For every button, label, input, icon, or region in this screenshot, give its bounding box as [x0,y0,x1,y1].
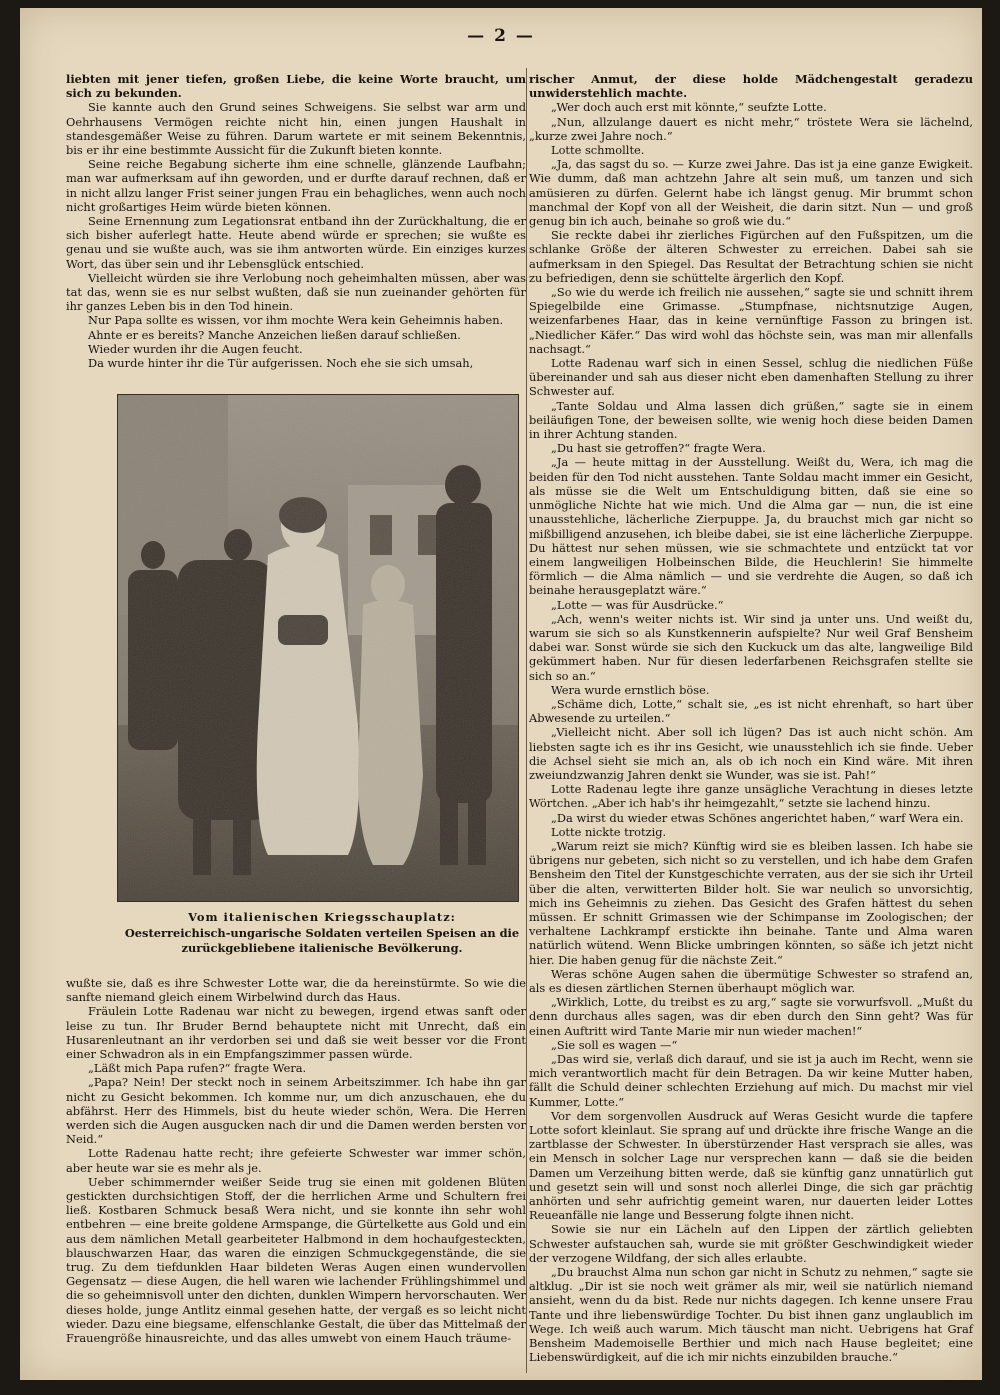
paragraph: Wieder wurden ihr die Augen feucht. [88,341,303,356]
left-column-bottom [66,976,526,1345]
paragraph: Sowie sie nur ein Lächeln auf den Lippen der zärtlich geliebten Schwester aufstauchen sah, wurde sie mit größter Geschwindigkeit wieder der verzogene Wildfang, der sich alles erlaubte. [529,1222,973,1265]
paragraph: „Du hast sie getroffen?“ fragte Wera. [551,441,766,456]
paragraph: Lotte Radenau warf sich in einen Sessel, schlug die niedlichen Füße übereinander und sah aus dieser nicht eben damenhaften Stellung zu ihrer Schwester auf. [529,356,973,399]
newspaper-page [20,8,982,1380]
war-photograph [117,394,519,902]
paragraph: Nur Papa sollte es wissen, vor ihm mochte Wera kein Geheimnis haben. [88,313,504,328]
paragraph: Vielleicht würden sie ihre Verlobung noch geheimhalten müssen, aber was tat das, wenn sie es nur selbst wußten, daß sie nun zueinander gehörten für ihr ganzes Leben bis in den Tod hinein. [66,270,526,314]
paragraph: „Lotte — was für Ausdrücke.“ [551,597,724,612]
paragraph: Lotte schmollte. [551,143,645,158]
paragraph: Wera wurde ernstlich böse. [551,682,710,697]
paragraph: „Nun, allzulange dauert es nicht mehr,“ tröstete Wera sie lächelnd, „kurze zwei Jahre noch.“ [529,114,973,143]
paragraph: Weras schöne Augen sahen die übermütige Schwester so strafend an, als es diesen zärtlichen Sternen überhaupt möglich war. [529,966,973,995]
column-divider [526,68,527,1373]
paragraph: Ueber schimmernder weißer Seide trug sie einen mit goldenen Blüten gestickten durchsichtigen Stoff, der die herrlichen Arme und Schultern frei ließ. Kostbaren Schmuck besaß Wera nicht, und sie konnte ihn sehr wohl entbehren — eine breite goldene Armspange, die Gürtelkette aus Gold und ein aus dem nämlichen Metall gearbeiteter Halbmond in dem hochaufgesteckten, blauschwarzen Haar, das waren die einzigen Schmuckgegenstände, die sie trug. Zu dem tiefdunklen Haar bildeten Weras Augen einen wundervollen Gegensatz — diese Augen, die hell waren wie lachender Frühlingshimmel und die so geheimnisvoll unter den dichten, dunklen Wimpern hervorschauten. Wer dieses holde, junge Antlitz einmal gesehen hatte, der vergaß es so leicht nicht wieder. Dazu eine biegsame, elfenschlanke Gestalt, die über das Mittelmaß der Frauengröße hinausreichte, und das alles umwebt von einem Hauch träume- [66,1174,526,1346]
paragraph: Sie kannte auch den Grund seines Schweigens. Sie selbst war arm und Oehrhausens Vermögen reichte nicht hin, einen jungen Haushalt in standesgemäßer Weise zu führen. Darum wartete er mit seinem Bekenntnis, bis er ihr eine bestimmte Aussicht für die Zukunft bieten konnte. [66,100,526,158]
paragraph: „Tante Soldau und Alma lassen dich grüßen,“ sagte sie in einem beiläufigen Tone, der beweisen sollte, wie wenig hoch diese beiden Damen in ihrer Achtung standen. [529,398,973,442]
paragraph: liebten mit jener tiefen, großen Liebe, die keine Worte braucht, um sich zu bekunden. [66,72,526,101]
paragraph: wußte sie, daß es ihre Schwester Lotte war, die da hereinstürmte. So wie die sanfte niemand gleich einem Wirbelwind durch das Haus. [66,976,526,1005]
paragraph: „Du brauchst Alma nun schon gar nicht in Schutz zu nehmen,“ sagte sie altklug. „Dir ist sie noch weit grämer als mir, weil sie natürlich niemand ansieht, wenn du da bist. Rede nur nichts dagegen. Ich kenne unsere Frau Tante und ihre liebenswürdige Tochter. Du bist ihnen ganz unglaublich im Wege. Ich weiß auch warum. Mich täuscht man nicht. Uebrigens hat Graf Bensheim Mademoiselle Berthier und mich nach Hause begleitet; eine Liebenswürdigkeit, auf die ich mir nichts einzubilden brauche.“ [529,1265,973,1365]
paragraph: Lotte Radenau hatte recht; ihre gefeierte Schwester war immer schön, aber heute war sie es mehr als je. [66,1146,526,1175]
paragraph: rischer Anmut, der diese holde Mädchengestalt geradezu unwiderstehlich machte. [529,72,973,101]
paragraph: Sie reckte dabei ihr zierliches Figürchen auf den Fußspitzen, um die schlanke Größe der älteren Schwester zu erreichen. Dabei sah sie aufmerksam in den Spiegel. Das Resultat der Betrachtung schien sie nicht zu befriedigen, denn sie schüttelte ärgerlich den Kopf. [529,228,973,285]
paragraph: Da wurde hinter ihr die Tür aufgerissen. Noch ehe sie sich umsah, [88,356,474,371]
paragraph: Vor dem sorgenvollen Ausdruck auf Weras Gesicht wurde die tapfere Lotte sofort kleinlaut. Sie sprang auf und drückte ihre frische Wange an die zartblasse der Schwester. In überstürzender Hast versprach sie alles, was ein Mensch in solcher Lage nur versprechen kann — daß sie die beiden Damen um Verzeihung bitten werde, daß sie künftig ganz unnatürlich gut und gesetzt sein will und sonst noch allerlei Dinge, die sich gar prächtig anhörten und sehr aufrichtig gemeint waren, nur dauerten leider Lottes Reueanfälle nie lange und Besserung folgte ihnen nicht. [529,1108,973,1223]
paragraph: „Wer doch auch erst mit könnte,“ seufzte Lotte. [551,100,827,115]
paragraph: „Schäme dich, Lotte,“ schalt sie, „es ist nicht ehrenhaft, so hart über Abwesende zu urteilen.“ [529,696,973,726]
paragraph: Fräulein Lotte Radenau war nicht zu bewegen, irgend etwas sanft oder leise zu tun. Ihr Bruder Bernd behauptete nicht mit Unrecht, daß ein Husarenleutnant an ihr verdorben sei und daß sie weit besser vor die Front einer Schwadron als in ein Empfangszimmer passen würde. [66,1004,526,1062]
paragraph: „Läßt mich Papa rufen?“ fragte Wera. [88,1061,307,1076]
paragraph: „Ja — heute mittag in der Ausstellung. Weißt du, Wera, ich mag die beiden für den Tod nicht ausstehen. Tante Soldau macht immer ein Gesicht, als müsse sie die Welt um Entschuldigung bitten, daß sie eine so unmögliche Nichte hat wie mich. Und die Alma gar — nun, die ist eine unausstehliche, lächerliche Zierpuppe. Ja, du brauchst mich gar nicht so mißbilligend anzusehen, ich bleibe dabei, sie ist eine lächerliche Zierpuppe. Du hättest nur sehen müssen, wie sie schmachtete und entzückt tat vor einem langweiligen Holbeinschen Bilde, die Heuchlerin! Sie himmelte förmlich — die Alma nämlich — und sie verdrehte die Augen, so daß ich beinahe herausgeplatzt wäre.“ [529,455,973,598]
paragraph: Ahnte er es bereits? Manche Anzeichen ließen darauf schließen. [88,327,461,342]
photo-caption-headline: Vom italienischen Kriegsschauplatz: [188,910,456,924]
paragraph: „Sie soll es wagen —“ [551,1037,678,1052]
left-column-top [66,72,526,370]
paragraph: Lotte nickte trotzig. [551,824,667,839]
paragraph: „Warum reizt sie mich? Künftig wird sie es bleiben lassen. Ich habe sie übrigens nur gebeten, sich nicht so zu verstellen, und ich habe dem Grafen Bensheim den Titel der Kunstgeschichte verraten, aus der sie sich ihr Urteil über die alten, verwitterten Bilder holt. Sie war neulich so unvorsichtig, mich ins Geheimnis zu ziehen. Das Gesicht des Grafen hättest du sehen müssen. Er schnitt Grimassen wie der Schimpanse im Zoologischen; der verhaltene Lachkrampf erstickte ihn beinahe. Tante und Alma waren natürlich wütend. Wenn Blicke umbringen könnten, so säße ich jetzt nicht hier. Die haben genug für die nächste Zeit.“ [529,838,973,967]
paragraph: „Wirklich, Lotte, du treibst es zu arg,“ sagte sie vorwurfsvoll. „Mußt du denn durchaus alles sagen, was dir eben durch den Sinn geht? Was für einen Auftritt wird Tante Marie mir nun wieder machen!“ [529,995,973,1038]
paragraph: „Papa? Nein! Der steckt noch in seinem Arbeitszimmer. Ich habe ihn gar nicht zu Gesicht bekommen. Ich komme nur, um dich anzuschauen, ehe du abfährst. Herr des Himmels, bist du heute wieder schön, Wera. Die Herren werden sich die Augen ausgucken nach dir und die Damen werden bersten vor Neid.“ [66,1075,526,1147]
paragraph: Lotte Radenau legte ihre ganze unsägliche Verachtung in dieses letzte Wörtchen. „Aber ich hab's ihr heimgezahlt,“ setzte sie lachend hinzu. [529,782,973,811]
paragraph: „Vielleicht nicht. Aber soll ich lügen? Das ist auch nicht schön. Am liebsten sagte ich es ihr ins Gesicht, wie unausstehlich ich sie finde. Ueber die Achsel sieht sie mich an, als ob ich noch ein Kind wäre. Mit ihren zweiundzwanzig Jahren denkt sie Wunder, was sie ist. Pah!“ [529,725,973,782]
paragraph: „Ja, das sagst du so. — Kurze zwei Jahre. Das ist ja eine ganze Ewigkeit. Wie dumm, daß man achtzehn Jahre alt sein muß, um tanzen und sich amüsieren zu dürfen. Gelernt habe ich längst genug. Mir brummt schon manchmal der Kopf von all der Weisheit, die darin sitzt. Nun — und groß genug bin ich auch, beinahe so groß wie du.“ [529,157,973,229]
paragraph: „So wie du werde ich freilich nie aussehen,“ sagte sie und schnitt ihrem Spiegelbilde eine Grimasse. „Stumpfnase, nichtsnutzige Augen, weizenfarbenes Haar, das in keine vernünftige Fasson zu bringen ist. „Niedlicher Käfer.“ Das wird wohl das höchste sein, was man mir allenfalls nachsagt.“ [529,285,973,356]
right-column [529,72,973,1364]
paragraph: „Das wird sie, verlaß dich darauf, und sie ist ja auch im Recht, wenn sie mich verantwortlich macht für dein Betragen. Da wir keine Mutter haben, fällt die Schuld deiner schlechten Erziehung auf mich. Du machst mir viel Kummer, Lotte.“ [529,1052,973,1109]
paragraph: Seine Ernennung zum Legationsrat entband ihn der Zurückhaltung, die er sich bisher auferlegt hatte. Heute abend würde er sprechen; sie wußte es genau und sie wußte auch, was sie ihm antworten würde. Ein einziges kurzes Wort, das über sein und ihr Lebensglück entschied. [66,214,526,271]
paragraph: Seine reiche Begabung sicherte ihm eine schnelle, glänzende Laufbahn; man war aufmerksam auf ihn geworden, und er durfte darauf rechnen, daß er in nicht allzu langer Frist seiner jungen Frau ein behagliches, wenn auch noch nicht großartiges Heim würde bieten können. [66,157,526,214]
photo-caption-description: Oesterreichisch-ungarische Soldaten verteilen Speisen an die zurückgebliebene italienische Bevölkerung. [124,926,520,955]
paragraph: „Ach, wenn's weiter nichts ist. Wir sind ja unter uns. Und weißt du, warum sie sich so als Kunstkennerin aufspielte? Nur weil Graf Bensheim dabei war. Sonst würde sie sich den Kuckuck um das alte, langweilige Bild gekümmert haben. Nur für diesen lederfarbenen Reichsgrafen stellte sie sich so an.“ [529,611,973,683]
paragraph: „Da wirst du wieder etwas Schönes angerichtet haben,“ warf Wera ein. [551,810,964,825]
page-number: — 2 — [467,26,535,46]
